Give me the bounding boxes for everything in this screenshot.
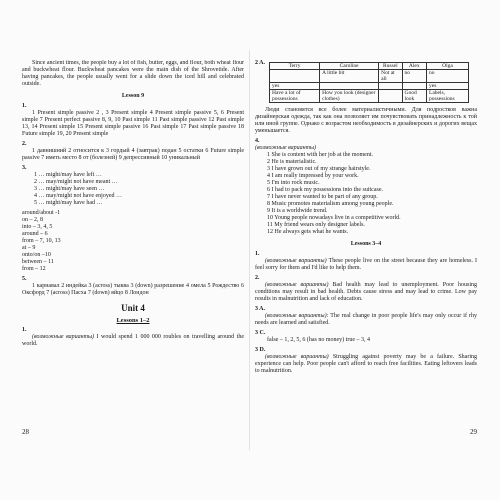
page-number: 29: [470, 428, 477, 436]
list-item: 9 It is a worldwide trend.: [267, 208, 328, 214]
list-item: 10 Young people nowadays live in a competitive world.: [267, 215, 401, 221]
variant-label: (возможные варианты): [265, 313, 327, 319]
exercise-number: 1.: [255, 251, 260, 257]
list-item: 4 … may/might not have enjoyed …: [34, 193, 122, 199]
variant-label: (возможные варианты): [32, 334, 95, 340]
list-item: from – 12: [22, 266, 46, 272]
list-item: 1 She is content with her job at the moment.: [267, 152, 373, 158]
table-header-cell: Alex: [402, 63, 426, 70]
exercise-text: [255, 313, 477, 327]
table-cell: [379, 83, 402, 90]
exercise-text: 1 Present simple passive 2 , 3 Present simple 4 Present simple passive 5, 6 Present simple 7 Present perfect passive 8, 9, 10 Past simple 11 Past simple passive 12 Past simple 13, 14 Present simple 15 Present simple passive 16 Past simple 17 Past simple passive 18 Future simple 19, 20 Present simple: [22, 110, 244, 137]
variant-label: (возможные варианты): [265, 354, 329, 360]
exercise-number: 2.: [22, 141, 27, 147]
list-item: around/about -1: [22, 210, 61, 216]
table-header-cell: Russel: [379, 63, 402, 70]
exercise-number: 1.: [22, 327, 27, 333]
table-cell: no: [402, 70, 426, 83]
variant-label: (возможные варианты): [265, 258, 327, 264]
list-item: 12 He always gets what he wants.: [267, 229, 349, 235]
list-item: 5 I'm into rock music.: [267, 180, 320, 186]
exercise-number: 2 A.: [255, 60, 266, 66]
list-item: 3 … might/may have seen …: [34, 186, 105, 192]
exercise-text: [255, 354, 477, 375]
table-cell: Labels, possessions: [427, 90, 469, 103]
table-cell: yes: [427, 83, 469, 90]
exercise-number: 3 C.: [255, 330, 266, 336]
table-cell: yes: [270, 83, 320, 90]
list-item: into – 3, 4, 5: [22, 224, 53, 230]
list-item: 2 … may/might not have meant …: [34, 179, 118, 185]
list-item: 5 … might/may have had …: [34, 200, 103, 206]
exercise-number: 2.: [255, 275, 260, 281]
table-cell: How you look (designer clothes): [320, 90, 379, 103]
list-item: from – 7, 10, 13: [22, 238, 61, 244]
table-cell: Good look: [402, 90, 426, 103]
table-header-cell: Caroline: [320, 63, 379, 70]
table-cell: [402, 83, 426, 90]
list-item: 2 He is materialistic.: [267, 159, 317, 165]
list-item: 6 I had to pack my possessions into the suitcase.: [267, 187, 383, 193]
list-item: 1 … might/may have left …: [34, 172, 102, 178]
page-number: 28: [22, 428, 29, 436]
exercise-text: [255, 282, 477, 303]
exercise-text: false – 1, 2, 5, 6 (has no money) true – 3, 4: [267, 337, 370, 343]
table-cell: A little bit: [320, 70, 379, 83]
answer-list: [22, 210, 244, 273]
table-header-cell: Terry: [270, 63, 320, 70]
table-row: [270, 70, 469, 83]
list-item: on – 2, 8: [22, 217, 43, 223]
lessons-heading: Lessons 3–4: [350, 241, 382, 247]
exercise-number: 3 D.: [255, 347, 266, 353]
list-item: 7 I have never wanted to be part of any group.: [267, 194, 378, 200]
answer-text: : The real change in poor people life's may only occur if rhy needs are learned and satisfied.: [255, 313, 477, 326]
exercise-number: 3 A.: [255, 306, 266, 312]
lesson-heading: Lesson 9: [121, 93, 145, 99]
table-cell: [379, 90, 402, 103]
table-cell: Not at all: [379, 70, 402, 83]
exercise-2a: [255, 60, 477, 107]
variant-label: (возможные варианты): [255, 145, 317, 151]
exercise-text: [22, 334, 244, 348]
answer-text: These people live on the street because they are homeless. I feel sorry for them and I'd like to help them.: [255, 258, 477, 271]
intro-paragraph: Since ancient times, the people buy a lot of fish, butter, eggs, and flour, both wheat flour and buckwheat flour. Buckwheat pancakes were the main dish of the Shrovetide. After having pancakes, the people usually went for a slide down the iced hill and celebrated outside.: [22, 60, 244, 87]
exercise-text: 1 давнишний 2 относится к 3 гордый 4 (завтрак) подан 5 остатки 6 Future simple passive 7 иметь место 8 от (болезней) 9 депрессивный 10 уникальный: [22, 148, 244, 161]
exercise-text: [255, 258, 477, 272]
table-row: [270, 83, 469, 90]
list-item: 3 I have grown out of my strange hairstyle.: [267, 166, 371, 172]
answer-list: [22, 172, 244, 207]
table-cell: [320, 83, 379, 90]
exercise-number: 1.: [22, 103, 27, 109]
exercise-number: 3.: [22, 165, 27, 171]
unit-heading: Unit 4: [121, 303, 145, 313]
table-header-row: [270, 63, 469, 70]
table-row: [270, 90, 469, 103]
exercise-number: 4.: [255, 138, 260, 144]
table-cell: Have a lot of possessions: [270, 90, 320, 103]
list-item: at – 9: [22, 245, 36, 251]
answer-text: I would spend 1 000 000 roubles on travelling around the world.: [22, 334, 244, 347]
list-item: between – 11: [22, 259, 54, 265]
list-item: 8 Music promotes materialism among young people.: [267, 201, 394, 207]
list-item: 11 My friend wears only designer labels.: [267, 222, 365, 228]
exercise-text: Люди становятся все более материалистичными. Для подростков важна дизайнерская одежда, так как она позволяет им почувствовать принадлежность к той или иной группе. Однако с возрастом необходимость в дизайнерских и дорогих вещах уменьшается.: [255, 107, 477, 134]
right-page: [255, 60, 477, 440]
list-item: onto/on –10: [22, 252, 51, 258]
answer-text: Bad health may lead to unemployment. Poor housing conditions may result in bad health. Debts cause stress and may lead to crime. Low pay results in malnutrition and lack of education.: [255, 282, 477, 302]
answer-list: [255, 152, 477, 236]
answer-text: Struggling against poverty may be a failure. Sharing experience can help. Poor people can't afford to reach free facilities. Eating leftovers leads to malnutrition.: [255, 354, 477, 374]
left-page: [22, 60, 244, 440]
lessons-heading: Lessons 1–2: [116, 317, 150, 324]
book-gutter: [249, 50, 250, 450]
exercise-number: 5.: [22, 276, 27, 282]
list-item: around – 6: [22, 231, 48, 237]
table-cell: [270, 70, 320, 83]
exercise-text: 1 карнавал 2 индейка 3 (across) тыква 3 (down) разрешение 4 омела 5 Рождество 6 Оксфорд 7 (across) Пасха 7 (down) яйцо 8 Лондон: [22, 283, 244, 296]
list-item: 4 I am really impressed by your work.: [267, 173, 359, 179]
table-cell: no: [427, 70, 469, 83]
table-header-cell: Olga: [427, 63, 469, 70]
variant-label: (возможные варианты): [265, 282, 329, 288]
answer-table: [269, 62, 469, 103]
